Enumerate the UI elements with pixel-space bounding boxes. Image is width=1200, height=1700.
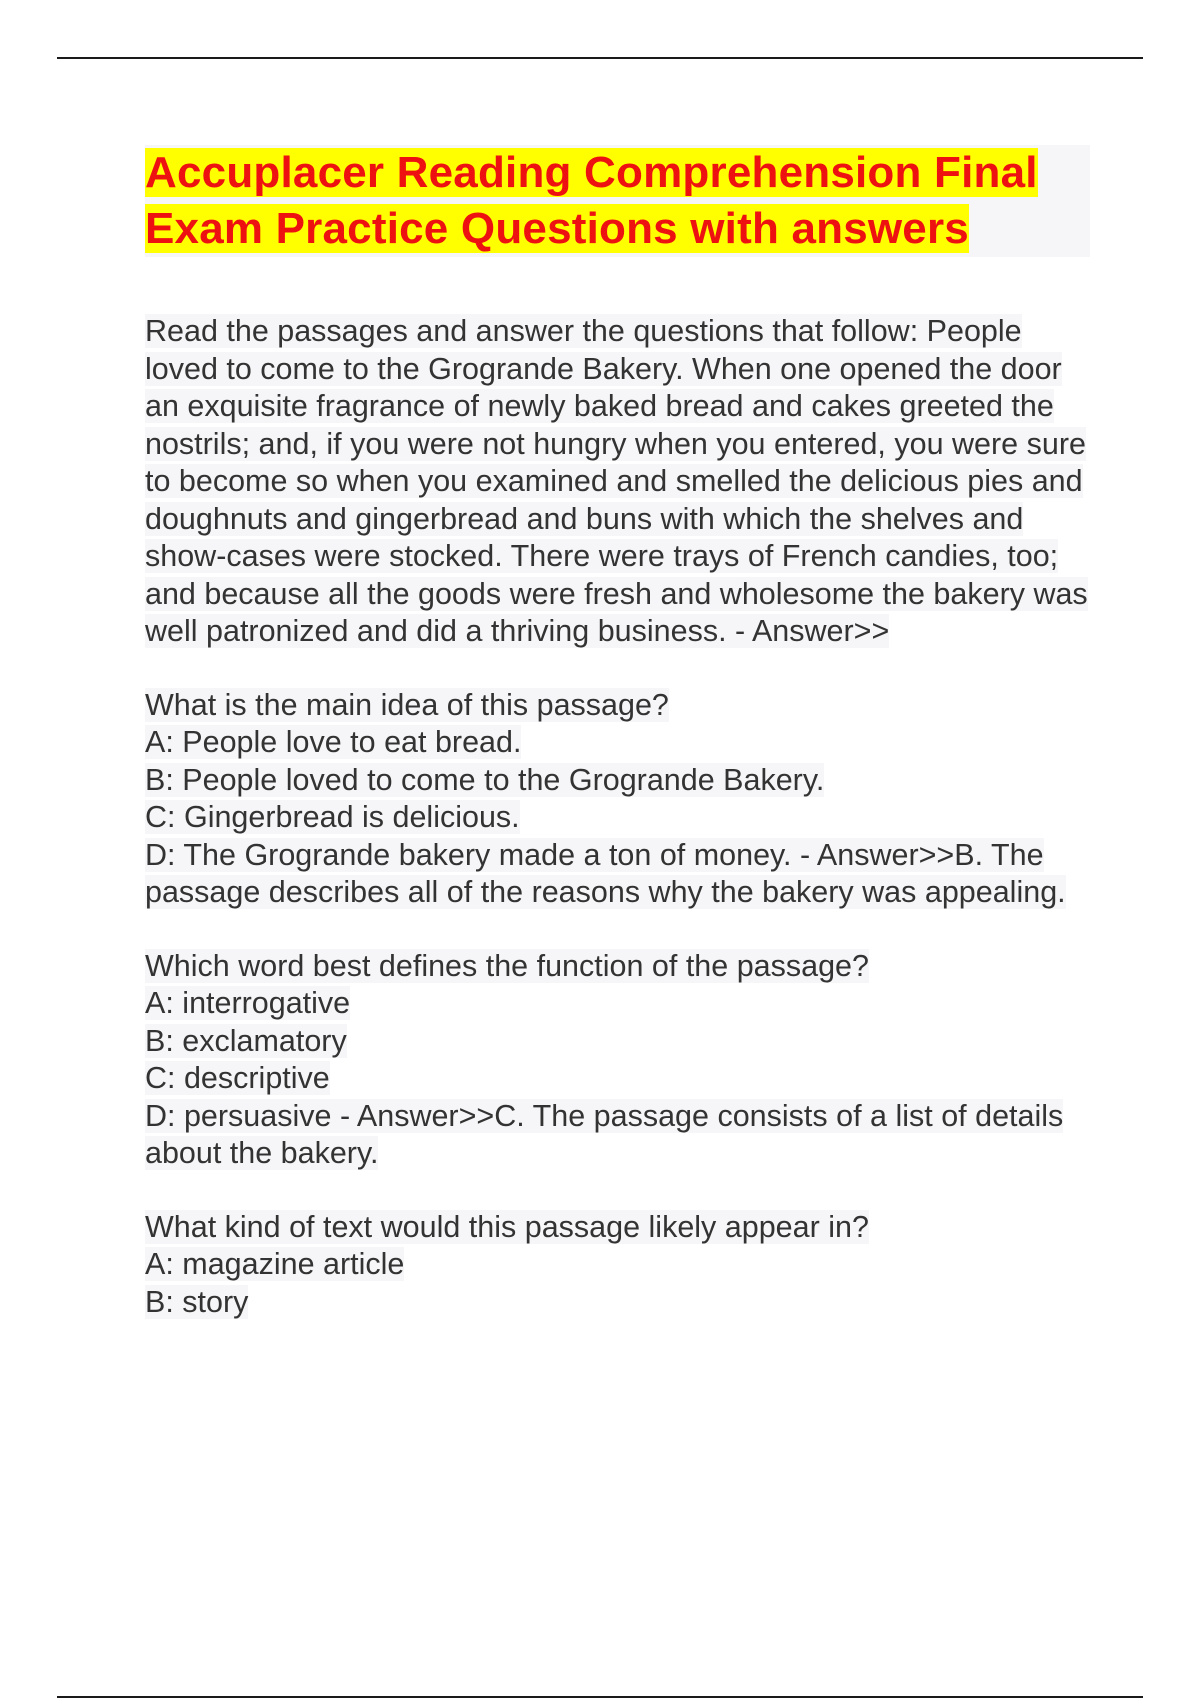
bottom-rule — [57, 1696, 1143, 1698]
question-block-3 — [145, 1209, 1090, 1322]
question-text: What is the main idea of this passage? — [145, 687, 669, 722]
top-rule — [57, 57, 1143, 59]
question-text: What kind of text would this passage likely appear in? — [145, 1209, 869, 1244]
answer-option: A: interrogative — [145, 986, 351, 1020]
document-title — [145, 145, 1090, 257]
document-body — [145, 145, 1090, 1357]
question-block-1 — [145, 687, 1090, 912]
question-block-2 — [145, 948, 1090, 1173]
passage-text: Read the passages and answer the questions that follow: People loved to come to the Grogrande Bakery. When one opened the door an exquisite fragrance of newly baked bread and cakes greeted the nostrils; and, if you were not hungry when you entered, you were sure to become so when you examined and smelled the delicious pies and doughnuts and gingerbread and buns with which the shelves and show-cases were stocked. There were trays of French candies, too; and because all the goods were fresh and wholesome the bakery was well patronized and did a thriving business. - Answer>> — [145, 314, 1088, 648]
passage — [145, 313, 1090, 651]
answer-option: D: The Grogrande bakery made a ton of money. - Answer>>B. The passage describes all of the reasons why the bakery was appealing. — [145, 837, 1066, 909]
document-title-text: Accuplacer Reading Comprehension Final Exam Practice Questions with answers — [145, 148, 1038, 253]
question-text: Which word best defines the function of the passage? — [145, 948, 869, 983]
answer-option: C: Gingerbread is delicious. — [145, 800, 520, 834]
answer-option: B: People loved to come to the Grogrande Bakery. — [145, 762, 825, 797]
answer-option: A: magazine article — [145, 1247, 405, 1281]
answer-option: B: story — [145, 1284, 249, 1319]
title-block — [145, 145, 1090, 257]
answer-option: B: exclamatory — [145, 1023, 347, 1058]
answer-option: A: People love to eat bread. — [145, 725, 522, 759]
answer-option: C: descriptive — [145, 1061, 330, 1095]
answer-option: D: persuasive - Answer>>C. The passage consists of a list of details about the bakery. — [145, 1098, 1064, 1170]
